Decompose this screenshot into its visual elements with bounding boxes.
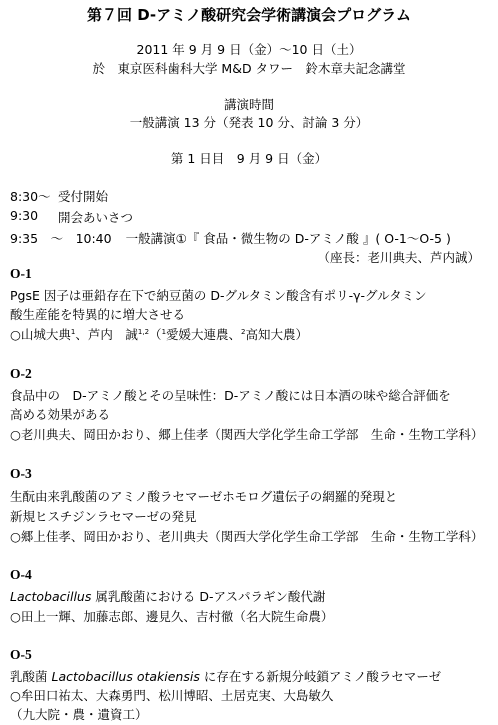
paper-title [10, 587, 325, 605]
paper-title [10, 667, 441, 685]
event-date: 2011 年 9 月 9 日（金）〜10 日（土） [136, 42, 362, 57]
author-name: ○山城大典 [10, 327, 71, 342]
schedule-text: 開会あいさつ [58, 210, 134, 225]
event-venue: 於 東京医科歯科大学 M&D タワー 鈴木章夫記念講堂 [92, 61, 406, 76]
paper-authors: ○田上一輝、加藤志郎、邊見久、吉村徹（名大院生命農） [10, 609, 334, 624]
affiliation-mark: 1 [70, 327, 76, 336]
paper-authors: ○牟田口祐太、大森勇門、松川博昭、土居克実、大島敏久 [10, 688, 334, 703]
species-name: Lactobacillus otakiensis [51, 669, 200, 684]
paper-id: O-5 [10, 647, 32, 662]
schedule-time: 9:35 〜 10:40 [10, 231, 112, 246]
paper-authors: ○郷上佳孝、岡田かおり、老川典夫（関西大学化学生命工学部 生命・生物工学科） [10, 529, 484, 544]
paper-title-line: 食品中の D-アミノ酸とその呈味性：D-アミノ酸には日本酒の味や総合評価を [10, 388, 451, 403]
day-heading: 第 1 日目 9 月 9 日（金） [170, 151, 328, 166]
paper-title-line: PgsE 因子は亜鉛存在下で納豆菌の D-グルタミン酸含有ポリ-γ-グルタミン [10, 288, 427, 303]
paper-title-line: 高める効果がある [10, 407, 111, 422]
affiliation-mark: 1 [161, 327, 167, 336]
paper-id: O-3 [10, 466, 32, 481]
paper-id: O-4 [10, 567, 32, 582]
paper-affiliation: （九大院・農・遺資工） [10, 707, 148, 722]
paper-title-line: 酸生産能を特異的に増大させる [10, 307, 186, 322]
schedule-item-session [10, 229, 451, 247]
schedule-text: 受付開始 [58, 189, 109, 204]
lecture-time-detail: 一般講演 13 分（発表 10 分、討論 3 分） [129, 115, 369, 130]
affiliation: （ [149, 327, 162, 342]
paper-authors: ○老川典夫、岡田かおり、郷上佳孝（関西大学化学生命工学部 生命・生物工学科） [10, 427, 484, 442]
schedule-time: 8:30〜 [10, 189, 51, 204]
species-name: Lactobacillus [10, 589, 92, 604]
paper-id: O-1 [10, 266, 32, 281]
paper-id: O-2 [10, 366, 32, 381]
schedule-text: 一般講演①『 食品・微生物の D-アミノ酸 』( O-1〜O-5 ) [125, 231, 451, 246]
author-name: 、芦内 誠 [75, 327, 138, 342]
page-title: 第７回 D-アミノ酸研究会学術講演会プログラム [86, 6, 412, 24]
schedule-time: 9:30 [10, 208, 39, 223]
paper-title-text: 属乳酸菌における D-アスパラギン酸代謝 [91, 589, 326, 604]
affiliation-mark: 1,2 [137, 327, 150, 336]
affiliation: 愛媛大連農、 [166, 327, 242, 342]
paper-title-line: 生酛由来乳酸菌のアミノ酸ラセマーゼホモログ遺伝子の網羅的発現と [10, 489, 398, 504]
session-chair: （座長：老川典夫、芦内誠） [317, 250, 480, 265]
lecture-time-label: 講演時間 [223, 97, 274, 112]
paper-title-line: 新規ヒスチジンラセマーゼの発見 [10, 509, 197, 524]
paper-authors [10, 325, 308, 343]
affiliation-mark: 2 [241, 327, 246, 336]
paper-title-text: に存在する新規分岐鎖アミノ酸ラセマーゼ [199, 669, 442, 684]
affiliation: 高知大農） [245, 327, 309, 342]
paper-title-text: 乳酸菌 [10, 669, 52, 684]
